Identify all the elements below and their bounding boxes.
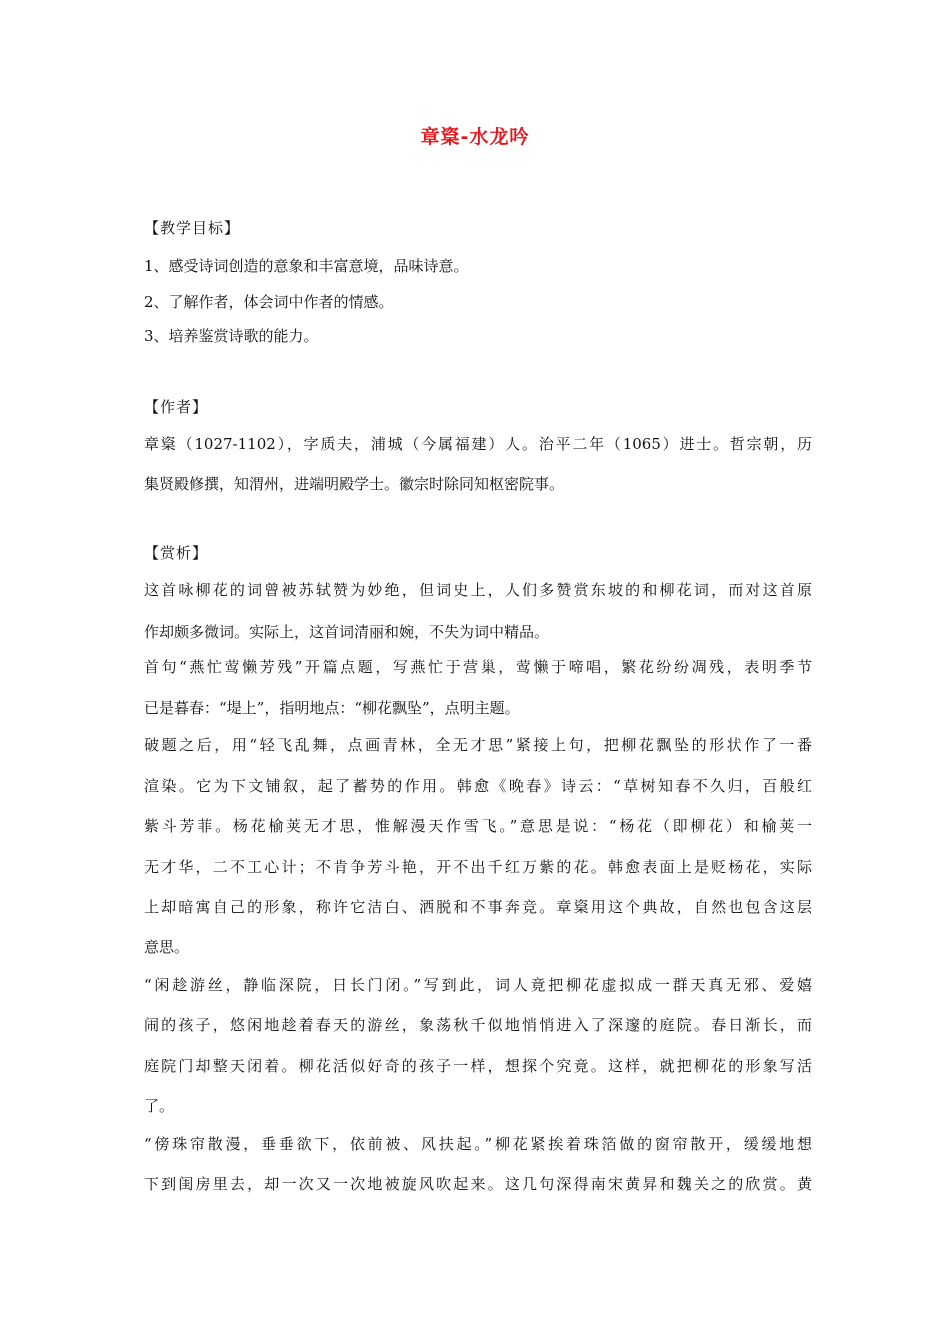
- appreciation-line: 了。: [144, 1097, 175, 1115]
- section-heading-goals: 【教学目标】: [144, 219, 241, 237]
- appreciation-line: 首句“燕忙莺懒芳残”开篇点题，写燕忙于营巢，莺懒于啼唱，繁花纷纷凋残，表明季节: [144, 658, 812, 676]
- appreciation-line: 已是暮春：“堤上”，指明地点：“柳花飘坠”，点明主题。: [144, 699, 520, 717]
- section-heading-author: 【作者】: [144, 398, 209, 416]
- author-line: 集贤殿修撰，知渭州，进端明殿学士。徽宗时除同知枢密院事。: [144, 475, 565, 493]
- appreciation-line: 这首咏柳花的词曾被苏轼赞为妙绝，但词史上，人们多赞赏东坡的和柳花词，而对这首原: [144, 581, 812, 599]
- appreciation-line: 渲染。它为下文铺叙，起了蓄势的作用。韩愈《晚春》诗云：“草树知春不久归，百般红: [144, 777, 812, 795]
- appreciation-line: 紫斗芳菲。杨花榆荚无才思，惟解漫天作雪飞。”意思是说：“杨花（即柳花）和榆荚一: [144, 817, 812, 835]
- appreciation-line: 作却颇多微词。实际上，这首词清丽和婉，不失为词中精品。: [144, 623, 550, 641]
- appreciation-line: 破题之后，用“轻飞乱舞，点画青林，全无才思”紧接上句，把柳花飘坠的形状作了一番: [144, 736, 812, 754]
- goal-item: 2、了解作者，体会词中作者的情感。: [144, 293, 394, 311]
- appreciation-line: 闹的孩子，悠闲地趁着春天的游丝，象荡秋千似地悄悄进入了深邃的庭院。春日渐长，而: [144, 1016, 812, 1034]
- appreciation-line: 下到闺房里去，却一次又一次地被旋风吹起来。这几句深得南宋黄昇和魏关之的欣赏。黄: [144, 1175, 812, 1193]
- appreciation-line: 无才华，二不工心计；不肯争芳斗艳，开不出千红万紫的花。韩愈表面上是贬杨花，实际: [144, 858, 812, 876]
- appreciation-line: 庭院门却整天闭着。柳花活似好奇的孩子一样，想探个究竟。这样，就把柳花的形象写活: [144, 1057, 812, 1075]
- appreciation-line: “闲趁游丝，静临深院，日长门闭。”写到此，词人竟把柳花虚拟成一群天真无邪、爱嬉: [144, 976, 812, 994]
- appreciation-line: 意思。: [144, 938, 190, 956]
- author-line: 章楶（1027-1102），字质夫，浦城（今属福建）人。治平二年（1065）进士。哲宗朝，历: [144, 435, 812, 453]
- appreciation-line: 上却暗寓自己的形象，称许它洁白、洒脱和不事奔竞。章楶用这个典故，自然也包含这层: [144, 898, 812, 916]
- document-title: 章楶-水龙吟: [420, 126, 530, 148]
- goal-item: 1、感受诗词创造的意象和丰富意境，品味诗意。: [144, 257, 469, 275]
- appreciation-line: “傍珠帘散漫，垂垂欲下，依前被、风扶起。”柳花紧挨着珠箔做的窗帘散开，缓缓地想: [144, 1135, 812, 1153]
- section-heading-appreciation: 【赏析】: [144, 544, 209, 562]
- goal-item: 3、培养鉴赏诗歌的能力。: [144, 327, 319, 345]
